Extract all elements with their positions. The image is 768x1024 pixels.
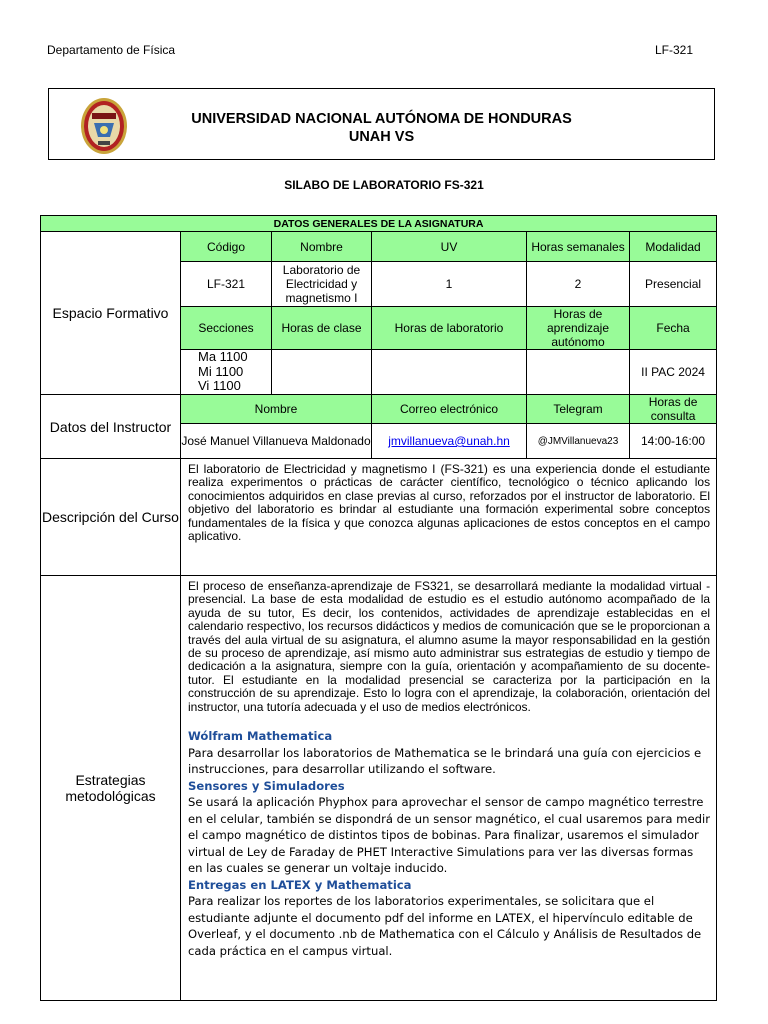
val-fecha: II PAC 2024 (630, 350, 717, 395)
document-subtitle: SILABO DE LABORATORIO FS-321 (284, 178, 484, 192)
section-text-mathematica: Para desarrollar los laboratorios de Mathematica se le brindará una guía con ejercicios e instrucciones, para desarrollar utilizando el software. (188, 745, 702, 777)
val-codigo: LF-321 (181, 262, 272, 307)
estrategias-intro: El proceso de enseñanza-aprendizaje de FS321, se desarrollará mediante la modalidad virtual - presencial. La base de esta modalidad de estudio es el estudio autónomo acompañado de la ayuda de su tutor, Es decir, los contenidos, actividades de aprendizaje establecidas en el calendario respectivo, los recursos didácticos y medios de comunicación que se le proporcionan a través del aula virtual de su asignatura, el alumno asume la mayor responsabilidad en la gestión de su proceso de aprendizaje, así mismo auto administrar sus estrategias de estudio y tiempo de dedicación a la asignatura, siempre con la guía, orientación y acompañamiento de su docente- tutor. El estudiante en la modalidad presencial se caracteriza por la participación en la construcción de su aprendizaje. Esto lo logra con el aprendizaje, la colaboración, orientación del instructor, una tutoría adecuada y el uso de medios electrónicos. (188, 579, 711, 714)
col-modalidad: Modalidad (630, 232, 717, 262)
val-horas-laboratorio (372, 350, 527, 395)
col-secciones: Secciones (181, 307, 272, 350)
val-secciones (181, 350, 272, 395)
section-heading-latex: Entregas en LATEX y Mathematica (188, 877, 412, 892)
val-correo (372, 424, 527, 459)
email-link[interactable]: jmvillanueva@unah.hn (388, 434, 510, 448)
col-instructor-nombre: Nombre (181, 395, 372, 424)
estrategias-content (181, 576, 717, 1001)
val-horas-semanales: 2 (527, 262, 630, 307)
val-modalidad: Presencial (630, 262, 717, 307)
col-fecha: Fecha (630, 307, 717, 350)
seccion-item: Ma 1100 (198, 349, 248, 365)
syllabus-table (40, 215, 717, 1001)
col-correo: Correo electrónico (372, 395, 527, 424)
estrategias-label: Estrategias metodológicas (41, 576, 181, 1001)
section-text-latex: Para realizar los reportes de los laboratorios experimentales, se solicitara que el estudiante adjunte el documento pdf del informe en LATEX, el hipervínculo editable de Overleaf, y el documento .nb de Mathematica con el Cálculo y Análisis de Resultados de cada práctica en el campus virtual. (188, 894, 702, 958)
val-nombre: Laboratorio de Electricidad y magnetismo I (272, 262, 372, 307)
val-uv: 1 (372, 262, 527, 307)
col-codigo: Código (181, 232, 272, 262)
section-heading-mathematica: Wólfram Mathematica (188, 729, 333, 744)
val-horas-clase (272, 350, 372, 395)
instructor-label: Datos del Instructor (41, 395, 181, 459)
seccion-item: Vi 1100 (198, 378, 241, 394)
course-code-header: LF-321 (655, 43, 694, 57)
col-nombre: Nombre (272, 232, 372, 262)
title-box (48, 88, 715, 160)
col-horas-consulta: Horas de consulta (630, 395, 717, 424)
seccion-item: Mi 1100 (198, 363, 244, 379)
descripcion-text: El laboratorio de Electricidad y magnetismo I (FS-321) es una experiencia donde el estudiante realiza experimentos o prácticas de carácter científico, tecnológico o técnico aplicando los conocimientos adquiridos en clase previas al curso, reforzados por el instructor de laboratorio. El objetivo del laboratorio es brindar al estudiante una formación experimental sobre conceptos fundamentales de la física y que conozca algunas aplicaciones de estos conceptos en el campo aplicativo. (181, 459, 717, 576)
section-heading: DATOS GENERALES DE LA ASIGNATURA (41, 216, 717, 232)
val-horas-consulta: 14:00-16:00 (630, 424, 717, 459)
col-horas-semanales: Horas semanales (527, 232, 630, 262)
department-header: Departamento de Física (47, 43, 176, 57)
col-horas-autonomo: Horas de aprendizaje autónomo (527, 307, 630, 350)
col-horas-clase: Horas de clase (272, 307, 372, 350)
espacio-formativo-label: Espacio Formativo (41, 232, 181, 395)
val-telegram: @JMVillanueva23 (527, 424, 630, 459)
val-instructor-nombre: José Manuel Villanueva Maldonado (181, 424, 372, 459)
university-name: UNIVERSIDAD NACIONAL AUTÓNOMA DE HONDURAS (191, 111, 572, 127)
campus-name: UNAH VS (348, 129, 415, 145)
section-heading-sensores: Sensores y Simuladores (188, 778, 345, 793)
descripcion-label: Descripción del Curso (41, 459, 181, 576)
col-horas-laboratorio: Horas de laboratorio (372, 307, 527, 350)
section-text-sensores: Se usará la aplicación Phyphox para aprovechar el sensor de campo magnético terrestre en el celular, también se dispondrá de un sensor magnético, el cual usaremos para medir el campo magnético de distintos tipos de bobinas. Para finalizar, usaremos el simulador virtual de Ley de Faraday de PHET Interactive Simulations para ver las diversas formas en las cuales se generar un voltaje inducido. (188, 795, 710, 876)
col-telegram: Telegram (527, 395, 630, 424)
col-uv: UV (372, 232, 527, 262)
val-horas-autonomo (527, 350, 630, 395)
